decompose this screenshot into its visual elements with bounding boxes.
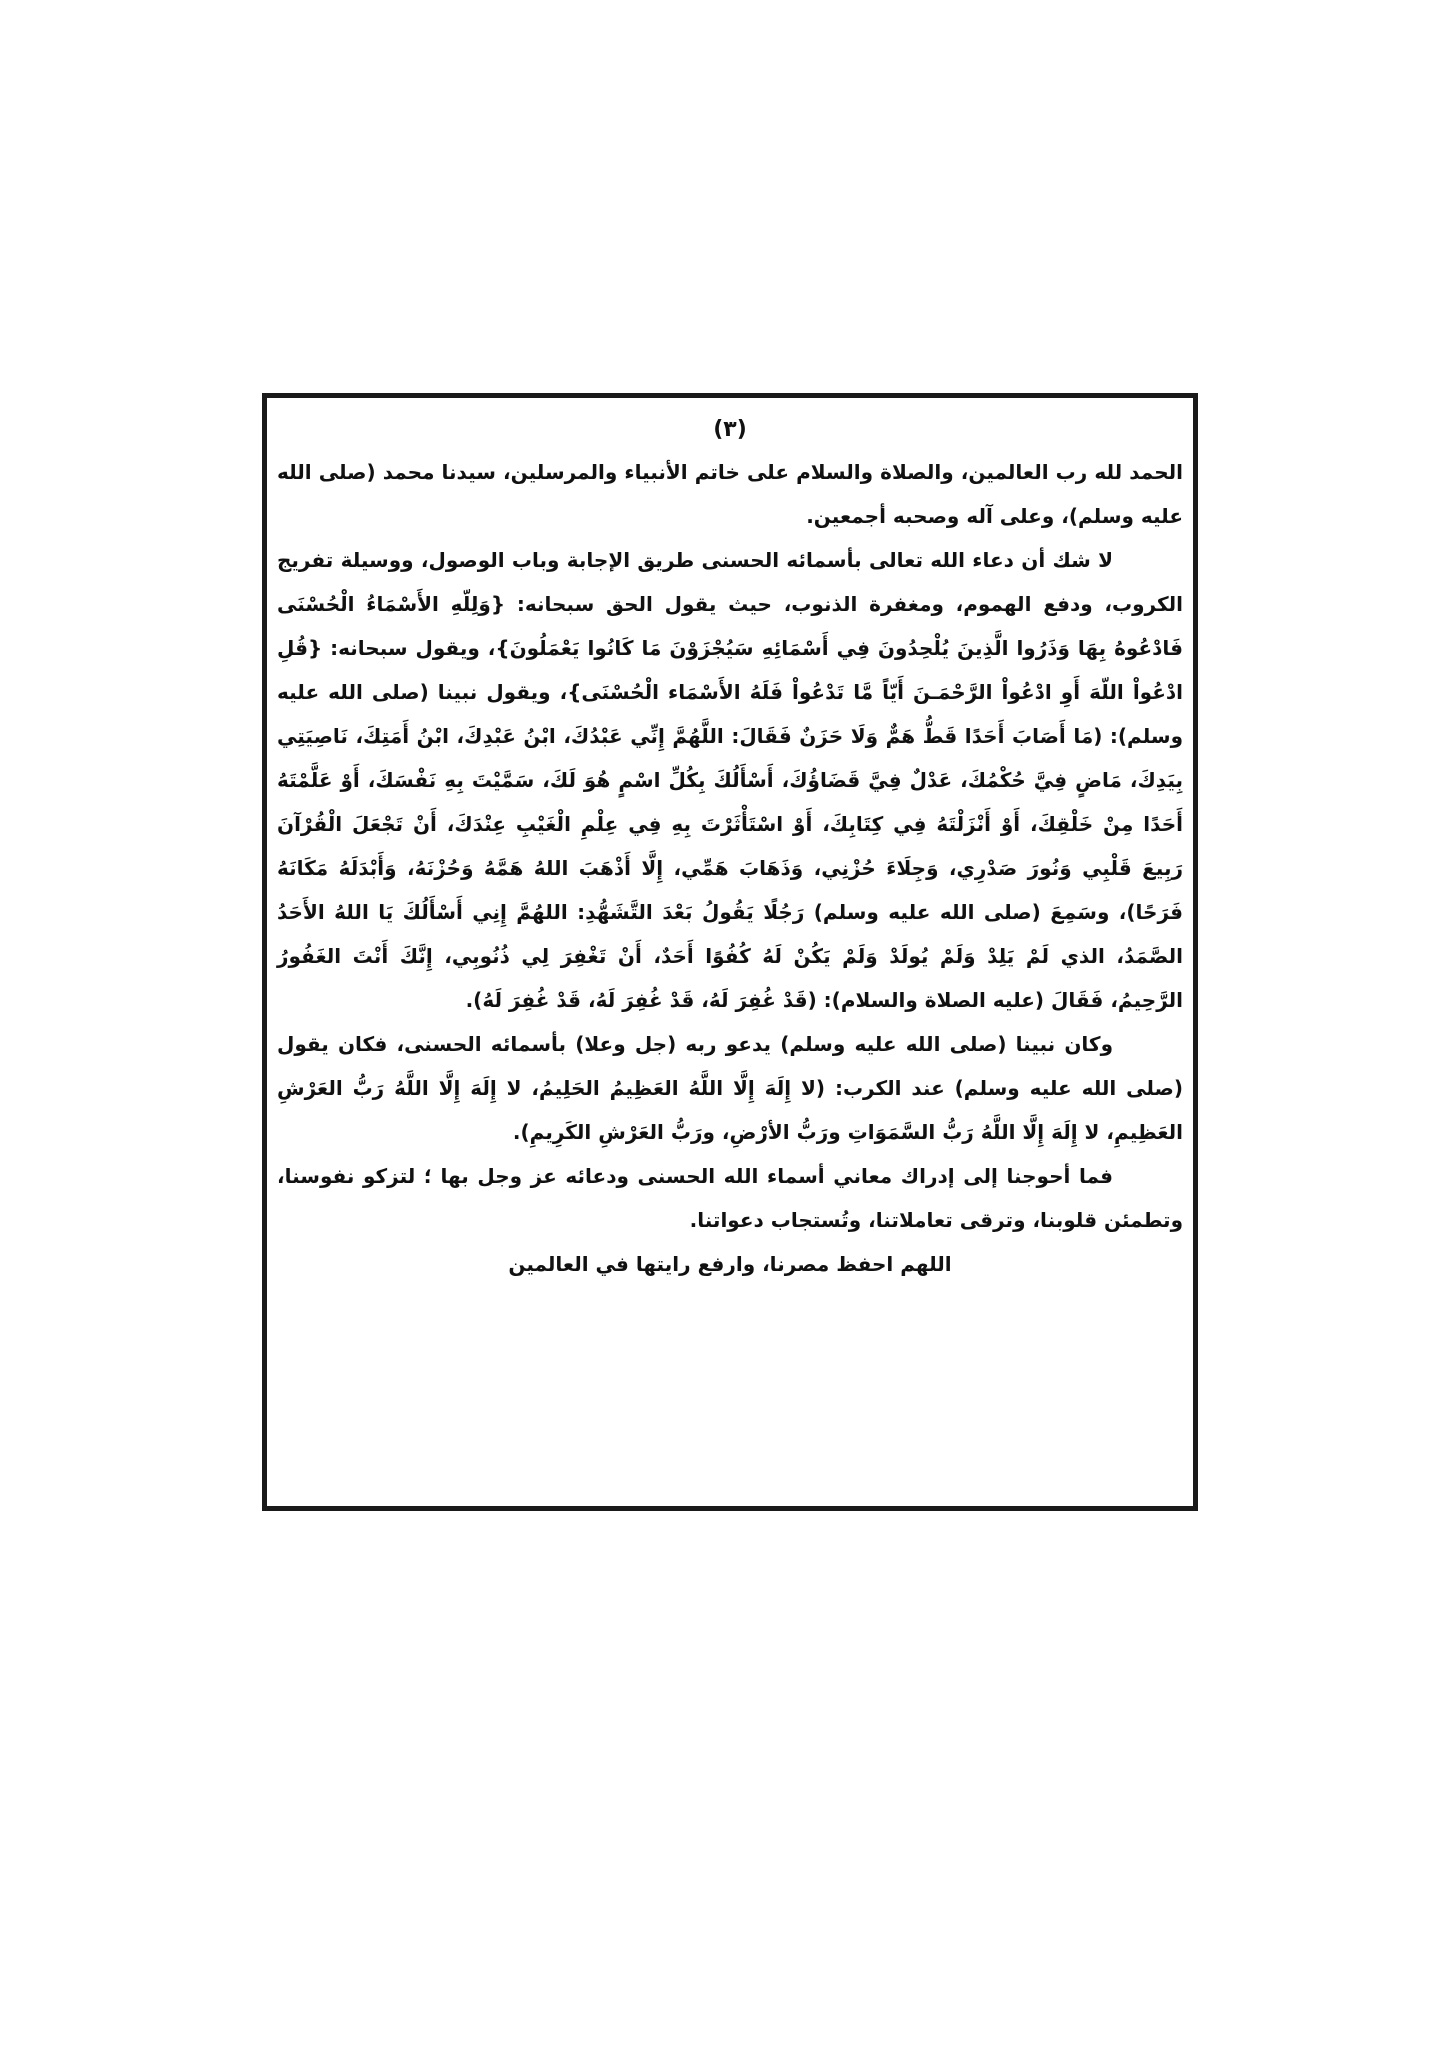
document-body (277, 404, 1183, 1496)
page-number: (٣) (713, 417, 747, 442)
paragraph-opening: الحمد لله رب العالمين، والصلاة والسلام على خاتم الأنبياء والمرسلين، سيدنا محمد (صلى الله عليه وسلم)، وعلى آله وصحبه أجمعين. (277, 460, 1183, 528)
paragraph-prophet-supplication: وكان نبينا (صلى الله عليه وسلم) يدعو ربه (جل وعلا) بأسمائه الحسنى، فكان يقول (صلى الله عليه وسلم) عند الكرب: (لا إِلَهَ إِلَّا اللَّهُ العَظِيمُ الحَلِيمُ، لا إِلَهَ إِلَّا اللَّهُ رَبُّ العَرْشِ العَظِيمِ، لا إِلَهَ إِلَّا اللَّهُ رَبُّ السَّمَوَاتِ ورَبُّ الأرْضِ، ورَبُّ العَرْشِ الكَرِيمِ). (277, 1032, 1183, 1144)
closing-prayer: اللهم احفظ مصرنا، وارفع رايتها في العالمين (508, 1252, 952, 1276)
page-frame (262, 393, 1198, 1511)
paragraph-conclusion: فما أحوجنا إلى إدراك معاني أسماء الله الحسنى ودعائه عز وجل بها ؛ لتزكو نفوسنا، وتطمئن قلوبنا، وترقى تعاملاتنا، وتُستجاب دعواتنا. (277, 1164, 1183, 1232)
paragraph-names-of-allah: لا شك أن دعاء الله تعالى بأسمائه الحسنى طريق الإجابة وباب الوصول، ووسيلة تفريج الكروب، ودفع الهموم، ومغفرة الذنوب، حيث يقول الحق سبحانه: {وَلِلّهِ الأَسْمَاءُ الْحُسْنَى فَادْعُوهُ بِهَا وَذَرُوا الَّذِينَ يُلْحِدُونَ فِي أَسْمَائِهِ سَيُجْزَوْنَ مَا كَانُوا يَعْمَلُونَ}، ويقول سبحانه: {قُلِ ادْعُواْ اللّهَ أَوِ ادْعُواْ الرَّحْمَـنَ أَيّاً مَّا تَدْعُواْ فَلَهُ الأَسْمَاء الْحُسْنَى}، ويقول نبينا (صلى الله عليه وسلم): (مَا أَصَابَ أَحَدًا قَطُّ هَمٌّ وَلَا حَزَنٌ فَقَالَ: اللَّهُمَّ إِنِّي عَبْدُكَ، ابْنُ عَبْدِكَ، ابْنُ أَمَتِكَ، نَاصِيَتِي بِيَدِكَ، مَاضٍ فِيَّ حُكْمُكَ، عَدْلٌ فِيَّ قَضَاؤُكَ، أَسْأَلُكَ بِكُلِّ اسْمٍ هُوَ لَكَ، سَمَّيْتَ بِهِ نَفْسَكَ، أَوْ عَلَّمْتَهُ أَحَدًا مِنْ خَلْقِكَ، أَوْ أَنْزَلْتَهُ فِي كِتَابِكَ، أَوْ اسْتَأْثَرْتَ بِهِ فِي عِلْمِ الْغَيْبِ عِنْدَكَ، أَنْ تَجْعَلَ الْقُرْآنَ رَبِيعَ قَلْبِي وَنُورَ صَدْرِي، وَجِلَاءَ حُزْنِي، وَذَهَابَ هَمِّي، إِلَّا أَذْهَبَ اللهُ هَمَّهُ وَحُزْنَهُ، وَأَبْدَلَهُ مَكَانَهُ فَرَحًا)، وسَمِعَ (صلى الله عليه وسلم) رَجُلًا يَقُولُ بَعْدَ التَّشَهُّدِ: اللهُمَّ إِنِي أَسْأَلُكَ يَا اللهُ الأَحَدُ الصَّمَدُ، الذي لَمْ يَلِدْ وَلَمْ يُولَدْ وَلَمْ يَكُنْ لَهُ كُفُوًا أَحَدٌ، أَنْ تَغْفِرَ لِي ذُنُوبِي، إِنَّكَ أَنْتَ الغَفُورُ الرَّحِيمُ، فَقَالَ (عليه الصلاة والسلام): (قَدْ غُفِرَ لَهُ، قَدْ غُفِرَ لَهُ، قَدْ غُفِرَ لَهُ). (277, 548, 1183, 1012)
